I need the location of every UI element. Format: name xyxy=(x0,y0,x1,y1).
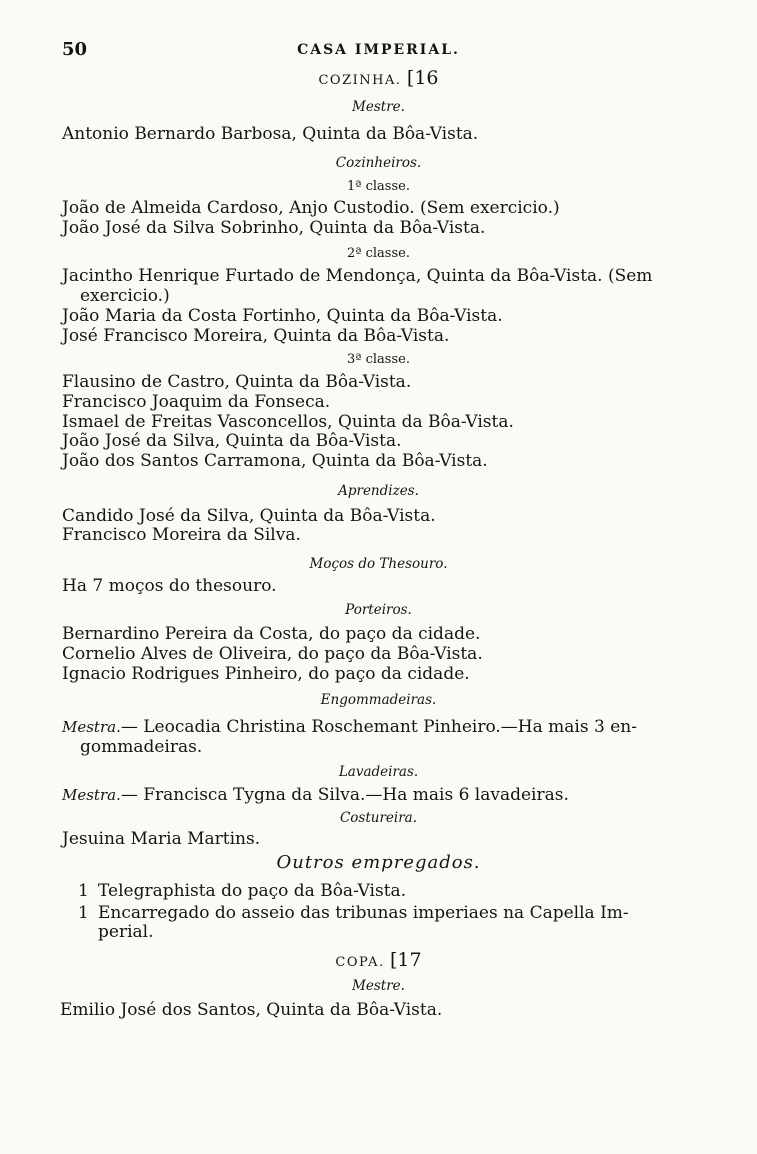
mestra-label: Mestra. xyxy=(62,786,121,804)
section-title-cozinha xyxy=(0,68,757,91)
engommadeiras-text: — Leocadia Christina Roschemant Pinheiro.—Ha mais 3 en- xyxy=(120,717,637,737)
list-item: Cornelio Alves de Oliveira, do paço da Bôa-Vista. xyxy=(62,644,483,664)
lavadeiras-entry xyxy=(62,785,569,805)
list-item: Candido José da Silva, Quinta da Bôa-Vista. xyxy=(62,506,436,526)
list-item xyxy=(78,881,406,901)
lavadeiras-text: — Francisca Tygna da Silva.—Ha mais 6 lavadeiras. xyxy=(120,785,569,805)
heading-mocos-thesouro: Moços do Thesouro. xyxy=(309,556,448,572)
list-item: João José da Silva Sobrinho, Quinta da Bôa-Vista. xyxy=(62,218,486,238)
heading-classe-3: 3ª classe. xyxy=(347,352,410,367)
item-text: Encarregado do asseio das tribunas imperiaes na Capella Im- xyxy=(98,903,629,923)
heading-engommadeiras: Engommadeiras. xyxy=(320,692,437,708)
heading-outros-empregados: Outros empregados. xyxy=(276,852,481,873)
costureira-entry: Jesuina Maria Martins. xyxy=(62,829,261,849)
copa-mestre-entry: Emilio José dos Santos, Quinta da Bôa-Vista. xyxy=(60,1000,443,1020)
heading-porteiros: Porteiros. xyxy=(345,602,412,618)
section-title-text: COPA. xyxy=(335,955,385,970)
heading-classe-1: 1ª classe. xyxy=(347,179,410,194)
list-item: João José da Silva, Quinta da Bôa-Vista. xyxy=(62,431,402,451)
heading-mestre: Mestre. xyxy=(352,99,405,115)
mocos-entry: Ha 7 moços do thesouro. xyxy=(62,576,277,596)
item-count: 1 xyxy=(78,881,89,901)
section-bracket: [17 xyxy=(390,949,422,971)
heading-aprendizes: Aprendizes. xyxy=(338,483,419,499)
list-item: Bernardino Pereira da Costa, do paço da cidade. xyxy=(62,624,481,644)
list-item-continuation: perial. xyxy=(98,922,154,942)
list-item: João de Almeida Cardoso, Anjo Custodio. (Sem exercicio.) xyxy=(62,198,560,218)
mestre-entry: Antonio Bernardo Barbosa, Quinta da Bôa-Vista. xyxy=(62,124,479,144)
list-item: José Francisco Moreira, Quinta da Bôa-Vista. xyxy=(62,326,450,346)
list-item: João Maria da Costa Fortinho, Quinta da Bôa-Vista. xyxy=(62,306,503,326)
heading-costureira: Costureira. xyxy=(339,810,418,826)
list-item xyxy=(78,903,629,923)
item-count: 1 xyxy=(78,903,89,923)
running-title: CASA IMPERIAL. xyxy=(297,42,460,58)
heading-mestre-copa: Mestre. xyxy=(352,978,405,994)
engommadeiras-entry xyxy=(62,717,637,737)
list-item: Ignacio Rodrigues Pinheiro, do paço da cidade. xyxy=(62,664,470,684)
item-text: Telegraphista do paço da Bôa-Vista. xyxy=(98,881,407,901)
section-title-text: COZINHA. xyxy=(318,73,402,88)
list-item: Francisco Moreira da Silva. xyxy=(62,525,301,545)
list-item: Ismael de Freitas Vasconcellos, Quinta da Bôa-Vista. xyxy=(62,412,514,432)
heading-classe-2: 2ª classe. xyxy=(347,246,410,261)
heading-lavadeiras: Lavadeiras. xyxy=(338,764,419,780)
list-item: João dos Santos Carramona, Quinta da Bôa-Vista. xyxy=(62,451,488,471)
list-item: Francisco Joaquim da Fonseca. xyxy=(62,392,331,412)
engommadeiras-continuation: gommadeiras. xyxy=(80,737,203,757)
mestra-label: Mestra. xyxy=(62,718,121,736)
section-bracket: [16 xyxy=(406,67,439,89)
section-title-copa xyxy=(0,950,757,973)
list-item: Jacintho Henrique Furtado de Mendonça, Quinta da Bôa-Vista. (Sem xyxy=(62,266,653,286)
heading-cozinheiros: Cozinheiros. xyxy=(335,155,422,171)
list-item-continuation: exercicio.) xyxy=(80,286,170,306)
list-item: Flausino de Castro, Quinta da Bôa-Vista. xyxy=(62,372,412,392)
page-number: 50 xyxy=(62,39,88,60)
